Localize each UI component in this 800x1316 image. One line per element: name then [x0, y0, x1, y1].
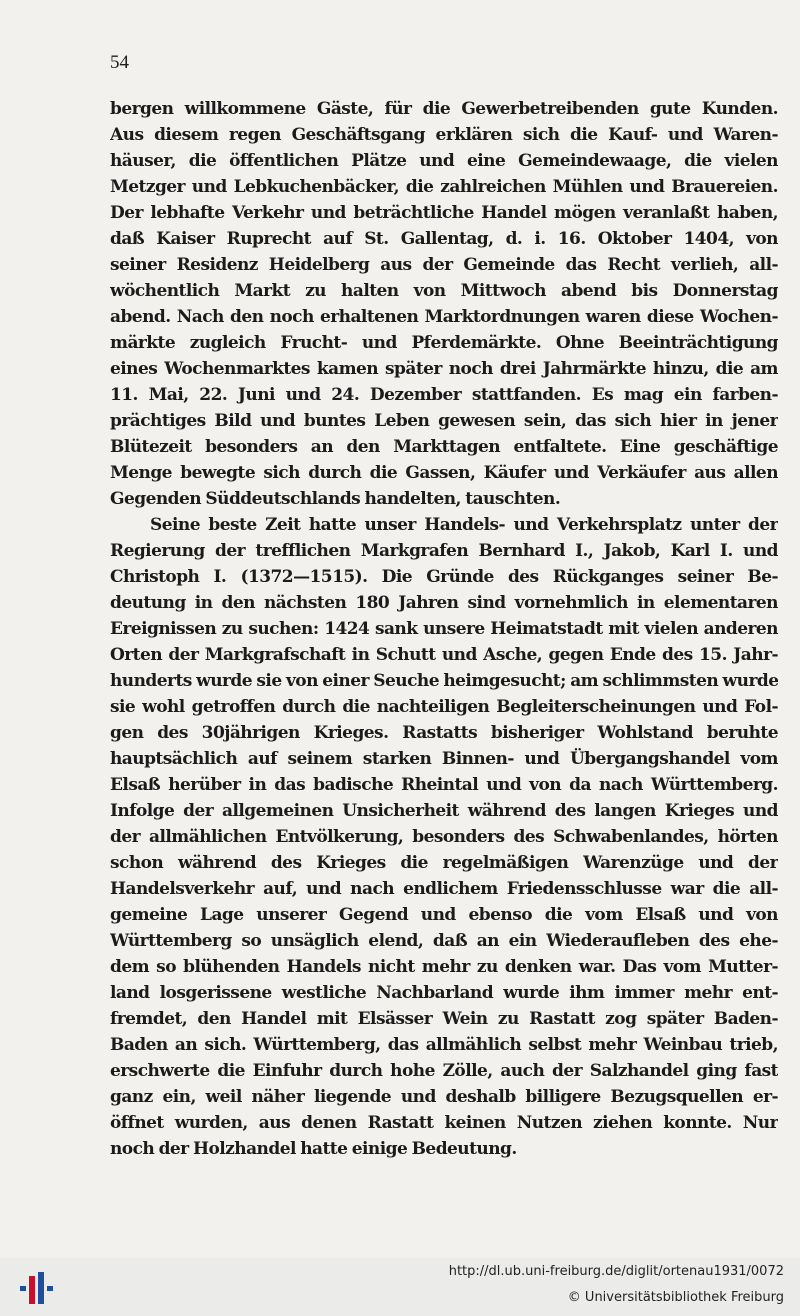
text-line: Württemberg so unsäglich elend, daß an ein Wiederaufleben des ehe-	[110, 931, 778, 951]
text-line: Metzger und Lebkuchenbäcker, die zahlreichen Mühlen und Brauereien.	[110, 177, 778, 197]
text-line: Elsaß herüber in das badische Rheintal und von da nach Württemberg.	[110, 775, 778, 795]
text-line: prächtiges Bild und buntes Leben gewesen sein, das sich hier in jener	[110, 411, 778, 431]
text-line: sie wohl getroffen durch die nachteiligen Begleiterscheinungen und Fol-	[110, 697, 778, 717]
text-line: Seine beste Zeit hatte unser Handels- und Verkehrsplatz unter der	[150, 515, 778, 535]
text-line: seiner Residenz Heidelberg aus der Gemeinde das Recht verlieh, all-	[110, 255, 778, 275]
text-line: Christoph I. (1372—1515). Die Gründe des Rückganges seiner Be-	[110, 567, 778, 587]
body-text	[110, 96, 778, 1162]
text-line: Blütezeit besonders an den Markttagen entfaltete. Eine geschäftige	[110, 437, 778, 457]
text-line: öffnet wurden, aus denen Rastatt keinen Nutzen ziehen konnte. Nur	[110, 1113, 778, 1133]
text-line: wöchentlich Markt zu halten von Mittwoch abend bis Donnerstag	[110, 281, 778, 301]
copyright-notice: © Universitätsbibliothek Freiburg	[567, 1290, 784, 1305]
text-line: Aus diesem regen Geschäftsgang erklären sich die Kauf- und Waren-	[110, 125, 778, 145]
text-line: fremdet, den Handel mit Elsässer Wein zu Rastatt zog später Baden-	[110, 1009, 778, 1029]
text-line: Handelsverkehr auf, und nach endlichem Friedensschlusse war die all-	[110, 879, 778, 899]
text-line: hauptsächlich auf seinem starken Binnen- und Übergangshandel vom	[110, 749, 778, 769]
text-line: Orten der Markgrafschaft in Schutt und Asche, gegen Ende des 15. Jahr-	[110, 645, 778, 665]
text-line: häuser, die öffentlichen Plätze und eine Gemeindewaage, die vielen	[110, 151, 778, 171]
document-url[interactable]: http://dl.ub.uni-freiburg.de/diglit/ortenau1931/0072	[448, 1264, 784, 1279]
ub-freiburg-logo-icon[interactable]	[20, 1268, 56, 1308]
text-line: land losgerissene westliche Nachbarland wurde ihm immer mehr ent-	[110, 983, 778, 1003]
text-line: noch der Holzhandel hatte einige Bedeutung.	[110, 1139, 517, 1159]
text-line: gen des 30jährigen Krieges. Rastatts bisheriger Wohlstand beruhte	[110, 723, 778, 743]
text-line: gemeine Lage unserer Gegend und ebenso die vom Elsaß und von	[110, 905, 778, 925]
text-line: Gegenden Süddeutschlands handelten, tauschten.	[110, 489, 561, 509]
page-number: 54	[110, 52, 129, 73]
text-line: Der lebhafte Verkehr und beträchtliche Handel mögen veranlaßt haben,	[110, 203, 778, 223]
text-line: Regierung der trefflichen Markgrafen Bernhard I., Jakob, Karl I. und	[110, 541, 778, 561]
text-line: abend. Nach den noch erhaltenen Marktordnungen waren diese Wochen-	[110, 307, 778, 327]
text-line: Menge bewegte sich durch die Gassen, Käufer und Verkäufer aus allen	[110, 463, 778, 483]
text-line: Infolge der allgemeinen Unsicherheit während des langen Krieges und	[110, 801, 778, 821]
viewer-footer	[0, 1258, 800, 1316]
text-line: bergen willkommene Gäste, für die Gewerbetreibenden gute Kunden.	[110, 99, 778, 119]
text-line: erschwerte die Einfuhr durch hohe Zölle, auch der Salzhandel ging fast	[110, 1061, 778, 1081]
text-line: ganz ein, weil näher liegende und deshalb billigere Bezugsquellen er-	[110, 1087, 778, 1107]
text-line: Baden an sich. Württemberg, das allmählich selbst mehr Weinbau trieb,	[110, 1035, 778, 1055]
text-line: 11. Mai, 22. Juni und 24. Dezember stattfanden. Es mag ein farben-	[110, 385, 778, 405]
text-line: schon während des Krieges die regelmäßigen Warenzüge und der	[110, 853, 778, 873]
text-line: daß Kaiser Ruprecht auf St. Gallentag, d. i. 16. Oktober 1404, von	[110, 229, 778, 249]
text-line: der allmählichen Entvölkerung, besonders des Schwabenlandes, hörten	[110, 827, 778, 847]
text-line: hunderts wurde sie von einer Seuche heimgesucht; am schlimmsten wurde	[110, 671, 778, 691]
text-line: Ereignissen zu suchen: 1424 sank unsere Heimatstadt mit vielen anderen	[110, 619, 778, 639]
text-line: märkte zugleich Frucht- und Pferdemärkte. Ohne Beeinträchtigung	[110, 333, 778, 353]
text-line: eines Wochenmarktes kamen später noch drei Jahrmärkte hinzu, die am	[110, 359, 778, 379]
text-line: dem so blühenden Handels nicht mehr zu denken war. Das vom Mutter-	[110, 957, 778, 977]
text-line: deutung in den nächsten 180 Jahren sind vornehmlich in elementaren	[110, 593, 778, 613]
